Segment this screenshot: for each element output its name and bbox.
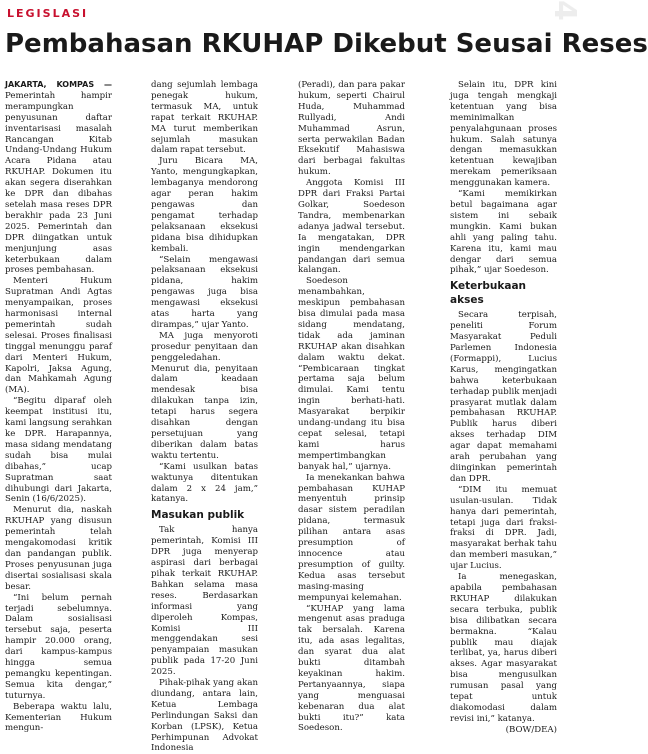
paragraph: Selain itu, DPR kini juga tengah mengkaji ketentuan yang bisa meminimalkan penyalahgunaan proses hukum. Salah satunya dengan memasukkan ketentuan kewajiban merekam pemeriksaan menggunakan kamera. xyxy=(450,80,557,189)
paragraph: “KUHAP yang lama mengenut asas praduga tak bersalah. Karena itu, ada asas legalitas, dan syarat dua alat bukti ditambah keyakinan hakim. Pertanyaannya, siapa yang menguasai kebenaran dua alat bukti itu?” kata Soedeson. xyxy=(298,603,405,734)
watermark-mark: 4 xyxy=(547,0,582,21)
paragraph: Tak hanya pemerintah, Komisi III DPR juga menyerap aspirasi dari berbagai pihak terkait RKUHAP. Bahkan selama masa reses. Berdasarkan informasi yang diperoleh Kompas, Komisi III menggendakan sesi penyampaian masukan publik pada 17-20 Juni 2025. xyxy=(151,525,258,678)
paragraph: Beberapa waktu lalu, Kementerian Hukum mengun- xyxy=(5,701,112,734)
article-column-1 xyxy=(5,80,112,734)
paragraph: “Kami usulkan batas waktunya ditentukan dalam 2 x 24 jam,” katanya. xyxy=(151,461,258,505)
article-column-2 xyxy=(151,80,258,754)
section-rubric: LEGISLASI xyxy=(7,7,89,20)
paragraph: Soedeson menambahkan, meskipun pembahasan bisa dimulai pada masa sidang mendatang, tidak ada jaminan RKUHAP akan disahkan dalam waktu dekat. “Pembicaraan tingkat pertama saja belum dimulai. Kami tentu ingin berhati-hati. Masyarakat berpikir undang-undang itu bisa cepat selesai, tetapi kami harus mempertimbangkan banyak hal,” ujarnya. xyxy=(298,276,405,472)
paragraph: Ia menekankan bahwa pembahasan KUHAP menyentuh prinsip dasar sistem peradilan pidana, termasuk pilihan antara asas presumption of innocence atau presumption of guilty. Kedua asas tersebut masing-masing mempunyai kelemahan. xyxy=(298,472,405,603)
dateline: JAKARTA, KOMPAS — xyxy=(5,80,112,89)
paragraph: “Selain mengawasi pelaksanaan eksekusi pidana, hakim pengawas juga bisa mengawasi eksekusi atas harta yang dirampas,” ujar Yanto. xyxy=(151,254,258,330)
paragraph: (Peradi), dan para pakar hukum, seperti Chairul Huda, Muhammad Rullyadi, Andi Muhammad Asrun, serta perwakilan Badan Eksekutif Mahasiswa dari berbagai fakultas hukum. xyxy=(298,80,405,178)
paragraph-text: Pemerintah hampir merampungkan penyusunan daftar inventarisasi masalah Rancangan Kitab Undang-Undang Hukum Acara Pidana atau RKUHAP. Dokumen itu akan segera diserahkan ke DPR dan dibahas setelah masa reses DPR berakhir pada 23 Juni 2025. Pemerintah dan DPR diingatkan untuk menjunjung asas keterbukaan dalam proses pembahasan. xyxy=(5,90,112,276)
paragraph: “Begitu diparaf oleh keempat institusi itu, kami langsung serahkan ke DPR. Harapannya, masa sidang mendatang sudah bisa mulai dibahas,” ucap Supratman saat dihubungi dari Jakarta, Senin (16/6/2025). xyxy=(5,396,112,505)
article-column-3 xyxy=(298,80,405,734)
byline-credit: (BOW/DEA) xyxy=(505,724,557,735)
paragraph: Secara terpisah, peneliti Forum Masyarakat Peduli Parlemen Indonesia (Formappi), Lucius Karus, mengingatkan bahwa keterbukaan terhadap publik menjadi prasyarat mutlak dalam pembahasan RKUHAP. Publik harus diberi akses terhadap DIM agar dapat memahami arah perubahan yang diinginkan pemerintah dan DPR. xyxy=(450,310,557,484)
article-headline: Pembahasan RKUHAP Dikebut Seusai Reses xyxy=(5,29,648,59)
article-column-4 xyxy=(450,80,557,735)
paragraph: “Ini belum pernah terjadi sebelumnya. Dalam sosialisasi tersebut saja, peserta hampir 20.000 orang, dari kampus-kampus hingga semua pemangku kepentingan. Semua kita dengar,” tuturnya. xyxy=(5,592,112,701)
paragraph: dang sejumlah lembaga penegak hukum, termasuk MA, untuk rapat terkait RKUHAP. MA turut memberikan sejumlah masukan dalam rapat tersebut. xyxy=(151,80,258,156)
paragraph xyxy=(5,80,112,276)
paragraph: Menurut dia, naskah RKUHAP yang disusun pemerintah telah mengakomodasi kritik dan pandangan publik. Proses penyusunan juga disertai sosialisasi skala besar. xyxy=(5,505,112,592)
paragraph: Anggota Komisi III DPR dari Fraksi Partai Golkar, Soedeson Tandra, membenarkan adanya jadwal tersebut. Ia mengatakan, DPR ingin mendengarkan pandangan dari semua kalangan. xyxy=(298,178,405,276)
paragraph: Juru Bicara MA, Yanto, mengungkapkan, lembaganya mendorong agar peran hakim pengawas dan pengamat terhadap pelaksanaan eksekusi pidana bisa dihidupkan kembali. xyxy=(151,156,258,254)
paragraph: Ia menegaskan, apabila pembahasan RKUHAP dilakukan secara terbuka, publik bisa dilibatkan secara bermakna. “Kalau publik mau diajak terlibat, ya, harus diberi akses. Agar masyarakat bisa mengusulkan rumusan pasal yang tepat untuk diakomodasi dalam revisi ini,” katanya. xyxy=(450,572,557,724)
paragraph: MA juga menyoroti prosedur penyitaan dan penggeledahan. Menurut dia, penyitaan dalam keadaan mendesak bisa dilakukan tanpa izin, tetapi harus segera disahkan dengan persetujuan yang diberikan dalam batas waktu tertentu. xyxy=(151,330,258,461)
paragraph: Menteri Hukum Supratman Andi Agtas menyampaikan, proses harmonisasi internal pemerintah sudah selesai. Proses finalisasi tinggal menunggu paraf dari Menteri Hukum, Kapolri, Jaksa Agung, dan Mahkamah Agung (MA). xyxy=(5,276,112,396)
subheading: Keterbukaan akses xyxy=(450,280,527,307)
paragraph: “Kami memikirkan betul bagaimana agar sistem ini sebaik mungkin. Kami bukan ahli yang paling tahu. Karena itu, kami mau dengar dari semua pihak,” ujar Soedeson. xyxy=(450,189,557,276)
paragraph: Pihak-pihak yang akan diundang, antara lain, Ketua Lembaga Perlindungan Saksi dan Korban (LPSK), Ketua Perhimpunan Advokat Indonesia xyxy=(151,678,258,754)
paragraph: “DIM itu memuat usulan-usulan. Tidak hanya dari pemerintah, tetapi juga dari fraksi-fraksi di DPR. Jadi, masyarakat berhak tahu dan memberi masukan,” ujar Lucius. xyxy=(450,484,557,572)
subheading: Masukan publik xyxy=(151,509,245,522)
